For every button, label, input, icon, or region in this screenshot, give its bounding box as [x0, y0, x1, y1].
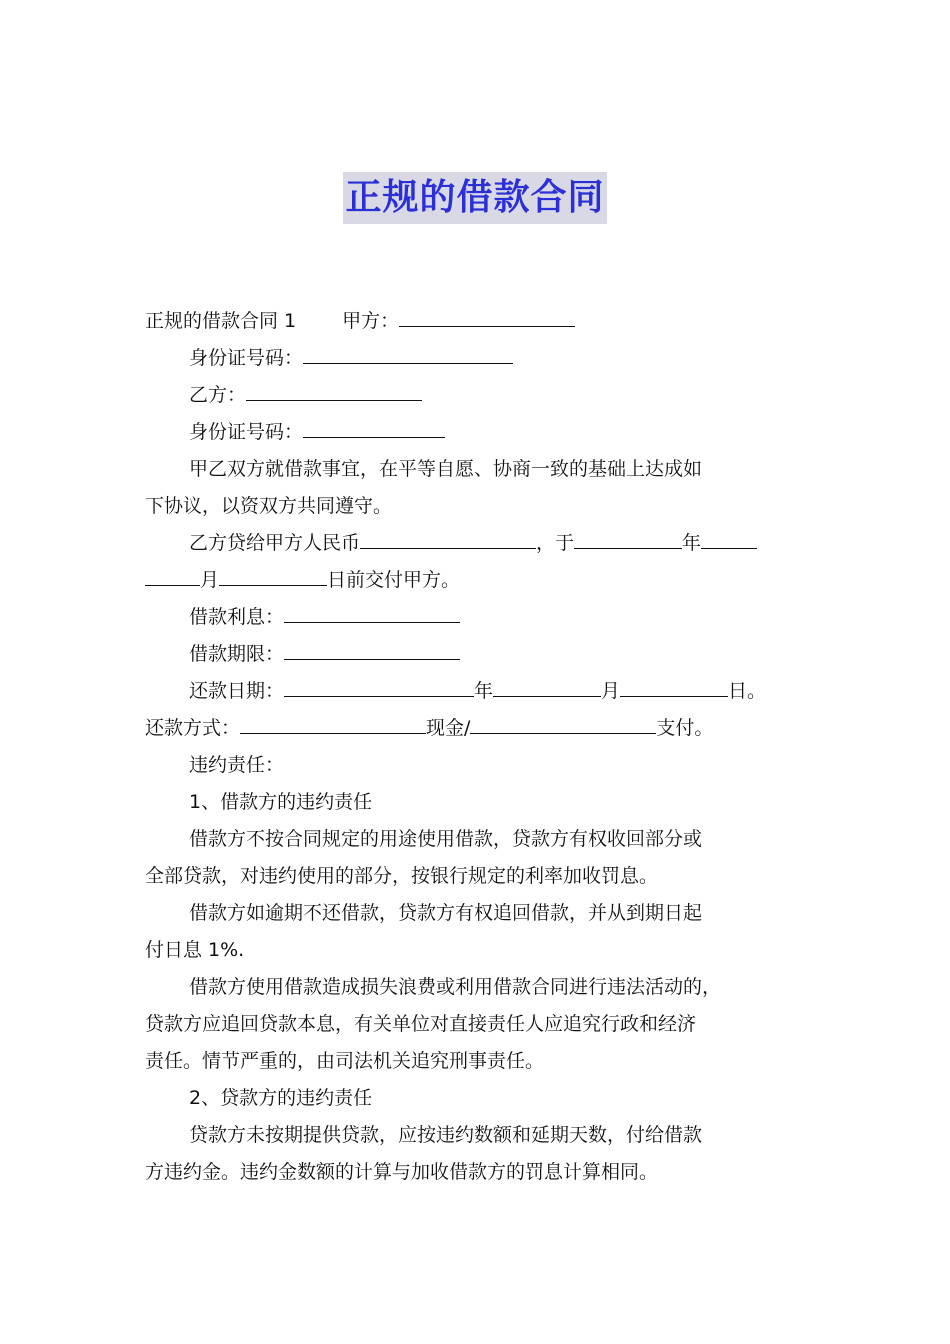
- intro-text-1: 甲乙双方就借款事宜，在平等自愿、协商一致的基础上达成如: [189, 458, 703, 480]
- header-line: [145, 303, 810, 340]
- section-1-heading-text: 1、借款方的违约责任: [189, 791, 373, 813]
- document-title: 正规的借款合同: [343, 172, 606, 224]
- intro-text-2: 下协议，以资双方共同遵守。: [145, 495, 393, 517]
- loan-year-label: 年: [682, 532, 702, 554]
- s1-p3-line-3: [145, 1043, 810, 1080]
- repay-day-blank: [620, 674, 728, 697]
- loan-day-label: 日前交付甲方。: [327, 569, 461, 591]
- s1-p3-text-3: 责任。情节严重的，由司法机关追究刑事责任。: [145, 1050, 545, 1072]
- section-2-heading-text: 2、贷款方的违约责任: [189, 1087, 373, 1109]
- s2-p1-text-1: 贷款方未按期提供贷款，应按违约数额和延期天数，付给借款: [189, 1124, 703, 1146]
- s1-p2-line-2: [145, 932, 810, 969]
- repay-month-label: 月: [601, 680, 621, 702]
- loan-amount-label: 乙方贷给甲方人民币: [189, 532, 361, 554]
- section-1-heading: [145, 784, 810, 821]
- repay-date-line: [145, 673, 810, 710]
- s1-p1-text-2: 全部贷款，对违约使用的部分，按银行规定的利率加收罚息。: [145, 865, 659, 887]
- loan-on-label: ，于: [536, 532, 575, 554]
- loan-month-blank-b: [145, 563, 200, 586]
- s2-p1-line-2: [145, 1154, 810, 1191]
- party-a-blank: [399, 304, 575, 327]
- breach-heading: [145, 747, 810, 784]
- repay-year-blank: [284, 674, 474, 697]
- id-number-blank-1: [303, 341, 513, 364]
- party-a-label: 甲方：: [342, 310, 400, 332]
- contract-body: [145, 303, 810, 1191]
- s1-p1-line-1: [145, 821, 810, 858]
- loan-year-blank: [574, 526, 682, 549]
- repay-method-blank-2: [470, 711, 656, 734]
- interest-label: 借款利息：: [189, 606, 285, 628]
- interest-line: [145, 599, 810, 636]
- s1-p3-line-1: [145, 969, 810, 1006]
- s2-p1-text-2: 方违约金。违约金数额的计算与加收借款方的罚息计算相同。: [145, 1161, 659, 1183]
- party-b-line: [145, 377, 810, 414]
- repay-date-label: 还款日期：: [189, 680, 285, 702]
- loan-month-blank-a: [701, 526, 757, 549]
- repay-method-blank-1: [240, 711, 426, 734]
- term-label: 借款期限：: [189, 643, 285, 665]
- pay-label: 支付。: [656, 717, 714, 739]
- repay-method-label: 还款方式：: [145, 717, 241, 739]
- term-blank: [284, 637, 460, 660]
- title-container: [0, 172, 950, 224]
- repay-day-label: 日。: [728, 680, 767, 702]
- s1-p3-line-2: [145, 1006, 810, 1043]
- loan-line-1: [145, 525, 810, 562]
- id-number-line-2: [145, 414, 810, 451]
- s1-p3-text-1: 借款方使用借款造成损失浪费或利用借款合同进行违法活动的，: [189, 976, 722, 998]
- s1-p1-text-1: 借款方不按合同规定的用途使用借款，贷款方有权收回部分或: [189, 828, 703, 850]
- loan-day-blank: [219, 563, 327, 586]
- id-number-line-1: [145, 340, 810, 377]
- s1-p2-line-1: [145, 895, 810, 932]
- intro-line-2: [145, 488, 810, 525]
- loan-line-2: [145, 562, 810, 599]
- loan-amount-blank: [360, 526, 536, 549]
- breach-heading-text: 违约责任：: [189, 754, 285, 776]
- id-number-label-1: 身份证号码：: [189, 347, 304, 369]
- party-b-blank: [246, 378, 422, 401]
- id-number-label-2: 身份证号码：: [189, 421, 304, 443]
- repay-year-label: 年: [474, 680, 494, 702]
- s1-p1-line-2: [145, 858, 810, 895]
- intro-line-1: [145, 451, 810, 488]
- s1-p2-text-2: 付日息 1%.: [145, 939, 245, 961]
- loan-month-label: 月: [200, 569, 220, 591]
- repay-month-blank: [493, 674, 601, 697]
- s2-p1-line-1: [145, 1117, 810, 1154]
- s1-p3-text-2: 贷款方应追回贷款本息，有关单位对直接责任人应追究行政和经济: [145, 1013, 697, 1035]
- term-line: [145, 636, 810, 673]
- contract-label: 正规的借款合同 1: [145, 310, 297, 332]
- section-2-heading: [145, 1080, 810, 1117]
- party-b-label: 乙方：: [189, 384, 247, 406]
- cash-label: 现金/: [426, 717, 471, 739]
- id-number-blank-2: [303, 415, 445, 438]
- interest-blank: [284, 600, 460, 623]
- repay-method-line: [145, 710, 810, 747]
- s1-p2-text-1: 借款方如逾期不还借款，贷款方有权追回借款，并从到期日起: [189, 902, 703, 924]
